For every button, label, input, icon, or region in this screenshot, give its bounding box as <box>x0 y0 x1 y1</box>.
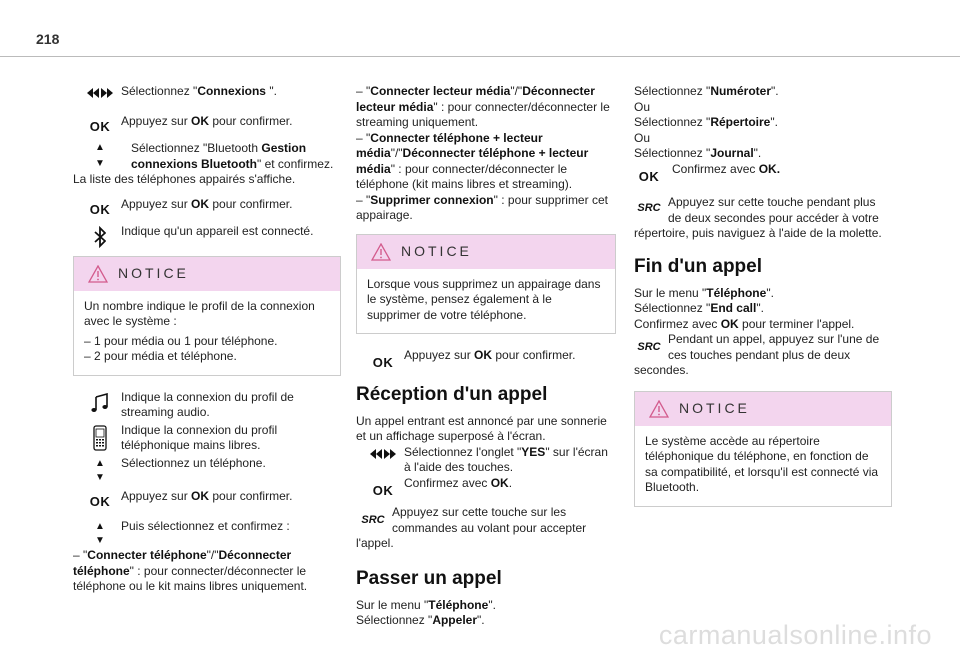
step-yes: Sélectionnez l'onglet "YES" sur l'écran à l'aide des touches. <box>356 445 616 476</box>
notice-body: Le système accède au répertoire téléphonique du téléphone, en fonction de sa compatibilité, et lorsqu'il est connecté via Bluetooth. <box>645 433 879 494</box>
notice-title: NOTICE <box>118 264 189 281</box>
ou-2: Ou <box>634 130 651 145</box>
ok-icon: OK <box>372 355 394 371</box>
warning-icon <box>649 400 669 418</box>
confirm-end: Confirmez avec OK pour terminer l'appel. <box>634 316 855 331</box>
music-note-icon <box>87 390 113 416</box>
up-down-arrows-icon: ▲ ▼ <box>95 142 105 169</box>
menu-appeler: Sélectionnez "Appeler". <box>356 613 485 627</box>
step-select-phone: ▲ ▼ Sélectionnez un téléphone. <box>73 456 341 472</box>
src-steering-button-icon: SRC <box>637 341 661 354</box>
up-down-arrows-icon: ▲ ▼ <box>95 457 105 483</box>
step-confirm-ok: OK Confirmez avec OK. <box>634 162 892 178</box>
menu-end-call: Sélectionnez "End call". <box>634 301 764 315</box>
menu-telephone: Sur le menu "Téléphone". <box>356 597 496 612</box>
notice-box-2 <box>356 234 616 335</box>
step-src-repertoire: SRC Appuyez sur cette touche pendant plus de deux secondes pour accéder à votre répertoire, puis naviguez à l'aide de la molette. <box>634 195 882 240</box>
select-repertoire: Sélectionnez "Répertoire". <box>634 115 778 129</box>
notice-header <box>357 235 615 269</box>
heading-make-call: Passer un appel <box>356 567 502 589</box>
step-ok-3: OK Appuyez sur OK pour confirmer. <box>73 489 341 505</box>
ok-icon: OK <box>89 201 111 217</box>
step-src-accept: SRC Appuyez sur cette touche sur les commandes au volant pour accepter l'appel. <box>356 505 587 550</box>
page-number: 218 <box>36 31 60 47</box>
select-numeroter: Sélectionnez "Numéroter". <box>634 84 779 98</box>
menu-telephone: Sur le menu "Téléphone". <box>634 285 774 300</box>
step-src-end: SRC Pendant un appel, appuyez sur l'une de ces touches pendant plus de deux secondes. <box>634 332 880 377</box>
column-3 <box>634 84 892 521</box>
step-connexions: Sélectionnez "Connexions ". <box>73 84 341 100</box>
column-1 <box>73 84 341 599</box>
watermark: carmanualsonline.info <box>658 619 932 650</box>
bluetooth-icon <box>87 224 113 250</box>
notice-header <box>635 392 891 426</box>
notice-body: Lorsque vous supprimez un appairage dans le système, pensez également à le supprimer de votre téléphone. <box>367 276 601 322</box>
step-ok-2: OK Appuyez sur OK pour confirmer. <box>73 197 341 213</box>
column-2 <box>356 84 616 629</box>
step-connected: Indique qu'un appareil est connecté. <box>73 224 341 240</box>
ou-1: Ou <box>634 99 651 114</box>
notice-title: NOTICE <box>401 242 472 259</box>
bullet-connect-phone: – "Connecter téléphone"/"Déconnecter téléphone" : pour connecter/déconnecter le téléphone ou le kit mains libres uniquement. <box>73 548 308 593</box>
notice-box-3 <box>634 391 892 507</box>
warning-icon <box>371 243 391 261</box>
step-handsfree: Indique la connexion du profil téléphonique mains libres. <box>73 423 341 454</box>
step-streaming: Indique la connexion du profil de streaming audio. <box>73 390 341 421</box>
warning-icon <box>88 265 108 283</box>
step-ok-1: OK Appuyez sur OK pour confirmer. <box>73 114 341 130</box>
left-right-arrows-icon <box>87 84 113 102</box>
step-confirm: OK Confirmez avec OK. <box>356 476 616 492</box>
up-down-arrows-icon: ▲ ▼ <box>95 520 105 546</box>
ok-icon: OK <box>89 118 111 134</box>
src-steering-button-icon: SRC <box>361 514 385 527</box>
ok-icon: OK <box>89 494 111 510</box>
heading-reception: Réception d'un appel <box>356 383 548 405</box>
phone-icon <box>87 423 113 453</box>
bullet-connect-media: – "Connecter lecteur média"/"Déconnecter lecteur média" : pour connecter/déconnecter le streaming uniquement. <box>356 84 610 129</box>
ok-icon: OK <box>638 168 660 184</box>
step-ok-4: OK Appuyez sur OK pour confirmer. <box>356 348 616 364</box>
notice-body: Un nombre indique le profil de la connexion avec le système : – 1 pour média ou 1 pour téléphone. – 2 pour média et téléphone. <box>84 298 315 363</box>
bullet-connect-both: – "Connecter téléphone + lecteur média"/"Déconnecter téléphone + lecteur média" : pour connecter/déconnecter le téléphone (kit mains libres et streaming). <box>356 130 589 191</box>
ok-icon: OK <box>372 482 394 498</box>
left-right-arrows-icon <box>370 445 396 463</box>
heading-end-call: Fin d'un appel <box>634 255 763 277</box>
notice-header <box>74 257 340 291</box>
src-steering-button-icon: SRC <box>637 202 661 215</box>
step-choose: ▲ ▼ Puis sélectionnez et confirmez : <box>73 519 341 535</box>
notice-box-1 <box>73 256 341 376</box>
header-divider <box>0 56 960 57</box>
notice-title: NOTICE <box>679 399 750 416</box>
select-journal: Sélectionnez "Journal". <box>634 146 762 160</box>
intro-text: Un appel entrant est annoncé par une sonnerie et un affichage superposé à l'écran. <box>356 413 607 443</box>
bullet-delete: – "Supprimer connexion" : pour supprimer cet appairage. <box>356 192 608 222</box>
step-bluetooth: ▲ ▼ Sélectionnez "Bluetooth Gestion connexions Bluetooth" et confirmez. La liste des téléphones appairés s'affiche. <box>73 141 334 186</box>
